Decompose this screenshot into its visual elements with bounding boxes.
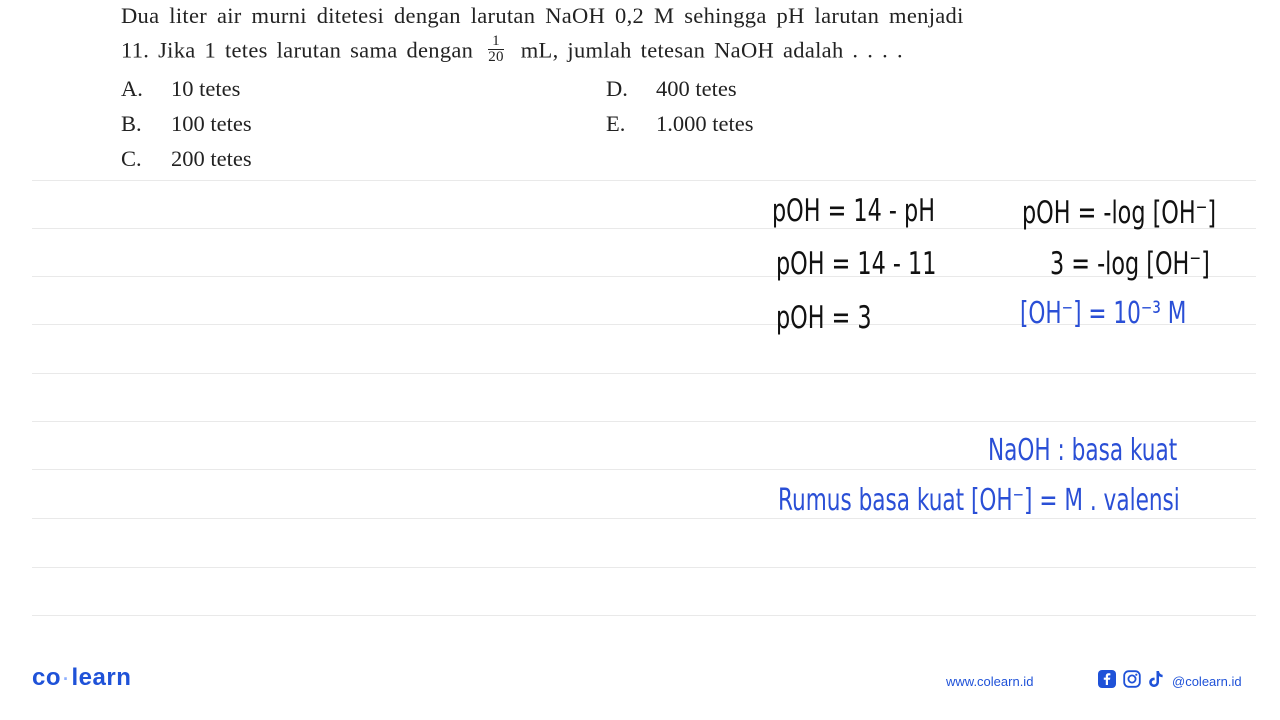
instagram-icon[interactable] — [1123, 670, 1141, 693]
tiktok-icon[interactable] — [1148, 670, 1164, 693]
facebook-icon[interactable] — [1098, 670, 1116, 693]
website-url[interactable]: www.colearn.id — [946, 674, 1034, 689]
question-line-2-start: 11. Jika 1 tetes larutan sama dengan — [121, 37, 474, 63]
ruled-line — [32, 518, 1256, 519]
option-letter: C. — [121, 146, 142, 171]
option-letter: B. — [121, 111, 142, 136]
ruled-line — [32, 469, 1256, 470]
handwritten-strong-base-formula: Rumus basa kuat [OH⁻] = M . valensi — [778, 483, 1180, 518]
handwritten-poh-result: pOH = 3 — [776, 300, 872, 336]
handwritten-poh-log-formula: pOH = -log [OH⁻] — [1022, 195, 1217, 231]
ruled-line — [32, 421, 1256, 422]
question-line-1: Dua liter air murni ditetesi dengan larutan NaOH 0,2 M sehingga pH larutan menjadi — [121, 3, 964, 28]
fraction-denominator: 20 — [488, 49, 504, 65]
colearn-logo[interactable] — [32, 664, 131, 692]
option-b — [121, 111, 252, 137]
handwritten-poh-substitution: pOH = 14 - 11 — [776, 246, 937, 282]
option-text: 400 tetes — [656, 76, 737, 101]
option-e — [606, 111, 753, 137]
fraction-numerator: 1 — [488, 34, 504, 50]
option-letter: D. — [606, 76, 628, 101]
social-links — [1098, 671, 1242, 691]
ruled-line — [32, 615, 1256, 616]
social-handle[interactable]: @colearn.id — [1172, 673, 1242, 689]
handwritten-oh-concentration: [OH⁻] = 10⁻³ M — [1020, 296, 1187, 331]
option-text: 1.000 tetes — [656, 111, 754, 136]
option-text: 10 tetes — [171, 76, 241, 101]
option-text: 200 tetes — [171, 146, 252, 171]
ruled-line — [32, 180, 1256, 181]
ruled-line — [32, 567, 1256, 568]
option-letter: A. — [121, 76, 143, 101]
ruled-line — [32, 373, 1256, 374]
question-line-2 — [121, 33, 903, 68]
logo-dot: · — [63, 669, 70, 689]
logo-co: co — [32, 664, 62, 691]
option-c — [121, 146, 252, 172]
option-text: 100 tetes — [171, 111, 252, 136]
option-d — [606, 76, 737, 102]
handwritten-log-substitution: 3 = -log [OH⁻] — [1050, 246, 1210, 282]
fraction — [488, 34, 504, 65]
logo-learn: learn — [71, 664, 132, 691]
handwritten-naoh-note: NaOH : basa kuat — [988, 433, 1178, 468]
question-line-2-end: mL, jumlah tetesan NaOH adalah . . . . — [520, 37, 903, 63]
option-a — [121, 76, 240, 102]
handwritten-poh-formula: pOH = 14 - pH — [772, 193, 936, 229]
option-letter: E. — [606, 111, 626, 136]
